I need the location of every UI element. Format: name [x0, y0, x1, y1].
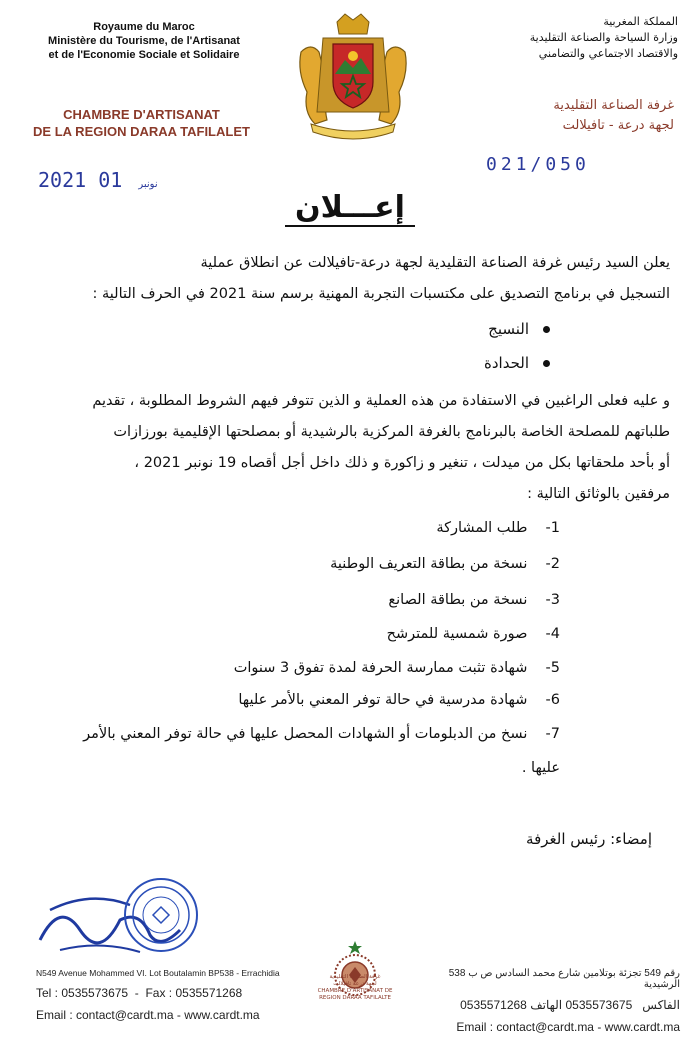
logo-text-line: لجهة درعة تافيلالت — [333, 981, 377, 987]
footer-phones: Tel : 0535573675 - Fax : 0535571268 — [36, 986, 243, 1000]
footer-address: N549 Avenue Mohammed VI. Lot Boutalamin BP538 - Errachidia — [36, 968, 280, 978]
document-item — [83, 726, 560, 742]
tel-value: 0535573675 — [61, 986, 129, 1000]
paragraph-line: أو بأحد ملحقاتها بكل من ميدلت ، تنغير و زاكورة و ذلك داخل أجل أقصاه 19 نونبر 2021 ، — [134, 455, 670, 471]
document-item — [388, 592, 560, 608]
page-title — [0, 190, 700, 225]
item-number: 7- — [545, 726, 560, 742]
moroccan-coat-of-arms-icon — [293, 12, 413, 140]
item-number: 6- — [545, 692, 560, 708]
item-text: طلب المشاركة — [436, 520, 528, 536]
reference-number: 021/050 — [486, 154, 590, 175]
fax-value: 0535571268 — [175, 986, 243, 1000]
item-text: نسخة من بطاقة الصانع — [388, 592, 528, 608]
intro-paragraph — [30, 248, 670, 310]
header-french — [24, 20, 264, 62]
fr-ministry-1: Ministère du Tourisme, de l'Artisanat — [48, 35, 240, 47]
item-text: شهادة تثبت ممارسة الحرفة لمدة تفوق 3 سنوات — [233, 660, 528, 676]
ar-kingdom: المملكة المغربية — [603, 15, 678, 28]
craft-label: الحدادة — [484, 354, 529, 372]
ar-chamber-line-1: غرفة الصناعة التقليدية — [553, 98, 674, 113]
fr-chamber-line-1: CHAMBRE D'ARTISANAT — [63, 107, 220, 122]
date-stamp — [38, 168, 162, 192]
paragraph-line: مرفقين بالوثائق التالية : — [527, 486, 670, 502]
tel-label: Tel : — [36, 986, 59, 1000]
intro-line: يعلن السيد رئيس غرفة الصناعة التقليدية لجهة درعة-تافيلالت عن انطلاق عملية — [200, 255, 670, 271]
logo-text-line: REGION DARAA TAFILALTE — [319, 995, 391, 1001]
item-number: 1- — [545, 520, 560, 536]
official-stamp-icon — [124, 878, 198, 952]
ar-ministry-2: والاقتصاد الاجتماعي والتضامني — [538, 47, 678, 60]
fr-chamber-line-2: DE LA REGION DARAA TAFILALET — [33, 124, 250, 139]
document-item — [436, 520, 560, 536]
document-item — [330, 556, 560, 572]
document-item — [238, 692, 560, 708]
fax-label-ar: الفاكس — [642, 998, 680, 1012]
date-day: 01 — [98, 168, 123, 192]
fax-value-ar: 0535571268 — [460, 998, 527, 1012]
item-text: شهادة مدرسية في حالة توفر المعني بالأمر عليها — [238, 692, 528, 708]
fr-ministry-2: et de l'Economie Sociale et Solidaire — [48, 49, 240, 61]
logo-text-line: CHAMBRE D'ARTISANAT DE — [317, 988, 393, 994]
date-year: 2021 — [38, 168, 87, 192]
footer-arabic — [410, 968, 680, 1034]
footer-email: Email : contact@cardt.ma - www.cardt.ma — [36, 1008, 260, 1022]
header-arabic — [468, 14, 678, 62]
tel-label-ar: الهاتف — [530, 998, 563, 1012]
ar-chamber-line-2: لجهة درعة - تافيلالت — [562, 118, 674, 133]
footer-french — [36, 968, 306, 1022]
footer-address-ar: رقم 549 تجزئة بوتلامين شارع محمد السادس ص ب 538 الرشيدية — [448, 968, 680, 990]
tel-value-ar: 0535573675 — [565, 998, 633, 1012]
ar-ministry-1: وزارة السياحة والصناعة التقليدية — [529, 31, 678, 44]
document-item-continuation: عليها . — [521, 760, 560, 776]
bullet-icon — [543, 360, 550, 367]
intro-line: التسجيل في برنامج التصديق على مكتسبات التجربة المهنية برسم سنة 2021 في الحرف التالية : — [92, 286, 670, 302]
craft-label: النسيج — [488, 320, 529, 338]
item-number: 2- — [545, 556, 560, 572]
item-text: نسخ من الدبلومات أو الشهادات المحصل عليها في حالة توفر المعني بالأمر — [83, 726, 528, 742]
paragraph-line: طلباتهم للمصلحة الخاصة بالبرنامج بالغرفة المركزية بالرشيدية أو بمصلحتها الإقليمية بورزازات — [113, 424, 670, 440]
ar-chamber-title — [454, 96, 674, 136]
item-text: نسخة من بطاقة التعريف الوطنية — [330, 556, 528, 572]
fr-chamber-title — [14, 106, 269, 140]
item-text: صورة شمسية للمترشح — [386, 626, 528, 642]
paragraph-line: و عليه فعلى الراغبين في الاستفادة من هذه العملية و الذين تتوفر فيهم الشروط المطلوبة ، تقديم — [92, 393, 670, 409]
logo-text-line: غرفة الصناعة التقليدية — [329, 974, 381, 980]
title-text: إعـــلان — [285, 190, 415, 227]
conditions-paragraph — [30, 386, 670, 510]
date-month: نونبر — [138, 179, 158, 190]
document-item — [387, 626, 560, 642]
footer-logo-text — [300, 974, 410, 1002]
chamber-logo-icon — [315, 910, 395, 1028]
document-item — [234, 660, 560, 676]
footer-phones-ar — [410, 998, 680, 1012]
item-number: 5- — [545, 660, 560, 676]
craft-item — [484, 354, 550, 372]
item-number: 4- — [545, 626, 560, 642]
item-number: 3- — [545, 592, 560, 608]
signature-label: إمضاء: رئيس الغرفة — [526, 830, 652, 848]
fax-label: Fax : — [145, 986, 173, 1000]
craft-item — [488, 320, 550, 338]
fr-kingdom: Royaume du Maroc — [93, 21, 195, 33]
footer-email-ar: Email : contact@cardt.ma - www.cardt.ma — [456, 1020, 680, 1034]
bullet-icon — [543, 326, 550, 333]
